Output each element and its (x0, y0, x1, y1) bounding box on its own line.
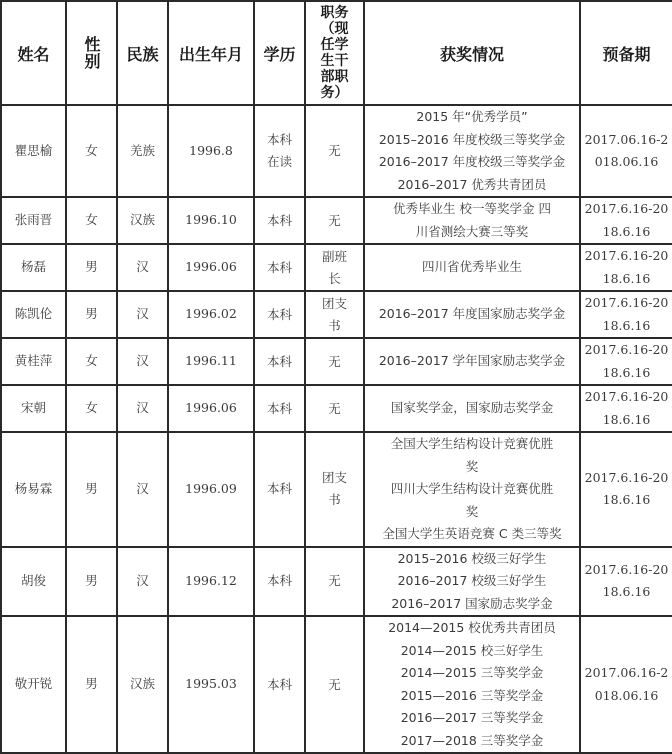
cell-education (254, 432, 305, 547)
table-row (1, 616, 672, 753)
award-line: 奖 (465, 503, 479, 519)
cell-probation-text: 2017.06.16-2018.06.16 (584, 665, 669, 703)
cell-birth: 1996.11 (168, 338, 254, 385)
cell-birth: 1996.02 (168, 291, 254, 338)
cell-education (254, 338, 305, 385)
cell-gender: 男 (66, 432, 117, 547)
cell-awards (364, 244, 580, 291)
cell-name: 杨磊 (1, 244, 66, 291)
cell-position (305, 197, 364, 244)
cell-position (305, 105, 364, 197)
cell-name: 敬开锐 (1, 616, 66, 753)
cell-probation-text: 2017.6.16-2018.6.16 (584, 469, 669, 508)
award-line: 国家奖学金，国家励志奖学金 (390, 400, 554, 416)
award-line: 2016–2017 校级三好学生 (397, 573, 547, 588)
cell-birth: 1996.12 (168, 547, 254, 617)
award-line: 2016–2017 年度校级三等奖学金 (378, 154, 566, 169)
cell-gender: 女 (66, 385, 117, 432)
header-row (1, 1, 672, 105)
cell-position-text: 无 (328, 573, 341, 589)
award-line: 2016—2017 三等奖学金 (400, 710, 544, 725)
table-row (1, 197, 672, 244)
cell-birth: 1996.10 (168, 197, 254, 244)
cell-position-text: 无 (328, 143, 341, 158)
table-row (1, 432, 672, 547)
header-position (305, 1, 364, 105)
award-line: 全国大学生英语竞赛 C 类三等奖 (382, 526, 562, 541)
cell-name: 瞿思榆 (1, 105, 66, 197)
cell-education (254, 616, 305, 753)
cell-ethnicity: 汉 (117, 432, 168, 547)
header-education: 学历 (254, 1, 305, 105)
cell-awards (364, 432, 580, 547)
award-line: 奖 (465, 458, 479, 474)
cell-position-text: 团支书 (321, 470, 347, 508)
cell-probation (580, 547, 672, 617)
cell-awards (364, 385, 580, 432)
award-line: 2016–2017 年度国家励志奖学金 (378, 306, 566, 322)
cell-awards (364, 547, 580, 617)
cell-education-text: 本科 (266, 212, 292, 228)
award-line: 2014—2015 三等奖学金 (400, 665, 544, 680)
cell-probation (580, 432, 672, 547)
header-gender-label: 性别 (84, 35, 101, 71)
header-name: 姓名 (1, 1, 66, 105)
cell-position-text: 无 (328, 400, 341, 416)
cell-education-text: 本科 (266, 481, 292, 497)
cell-position (305, 616, 364, 753)
cell-awards (364, 338, 580, 385)
award-line: 川省测绘大赛三等奖 (415, 223, 529, 239)
cell-education (254, 244, 305, 291)
cell-probation-text: 2017.6.16-2018.6.16 (584, 248, 669, 286)
award-line: 2015 年“优秀学员” (416, 109, 528, 124)
cell-position-text: 团支书 (321, 295, 347, 333)
header-gender (66, 1, 117, 105)
cell-gender: 女 (66, 338, 117, 385)
cell-education-text: 本科 (266, 259, 292, 275)
cell-education (254, 197, 305, 244)
header-probation: 预备期 (580, 1, 672, 105)
cell-awards (364, 197, 580, 244)
cell-name: 张雨晋 (1, 197, 66, 244)
cell-probation (580, 197, 672, 244)
cell-probation (580, 338, 672, 385)
cell-probation-text: 2017.6.16-2018.6.16 (584, 561, 669, 600)
award-line: 2014—2015 校三好学生 (400, 642, 544, 658)
cell-gender: 男 (66, 547, 117, 617)
cell-probation-text: 2017.6.16-2018.6.16 (584, 201, 669, 239)
cell-education (254, 547, 305, 617)
cell-position (305, 432, 364, 547)
cell-education-text: 本科在读 (266, 132, 292, 169)
award-line: 四川省优秀毕业生 (421, 259, 522, 275)
cell-ethnicity: 汉族 (117, 197, 168, 244)
cell-name: 胡俊 (1, 547, 66, 617)
award-line: 2017—2018 三等奖学金 (400, 732, 544, 748)
cell-awards (364, 105, 580, 197)
cell-birth: 1996.8 (168, 105, 254, 197)
award-line: 四川大学生结构设计竞赛优胜 (390, 481, 554, 496)
cell-awards (364, 616, 580, 753)
cell-position (305, 244, 364, 291)
cell-position-text: 无 (328, 212, 341, 228)
cell-position (305, 385, 364, 432)
award-line: 2015–2016 年度校级三等奖学金 (378, 131, 566, 147)
cell-position (305, 547, 364, 617)
cell-probation-text: 2017.6.16-2018.6.16 (584, 295, 669, 333)
header-ethnicity: 民族 (117, 1, 168, 105)
award-line: 2016–2017 优秀共青团员 (397, 176, 547, 192)
award-line: 全国大学生结构设计竞赛优胜 (390, 436, 554, 451)
cell-gender: 女 (66, 197, 117, 244)
cell-name: 黄桂萍 (1, 338, 66, 385)
cell-birth: 1996.09 (168, 432, 254, 547)
cell-position-text: 无 (328, 353, 341, 369)
table-body (1, 105, 672, 753)
cell-birth: 1996.06 (168, 385, 254, 432)
table-row (1, 547, 672, 617)
cell-education (254, 105, 305, 197)
cell-education-text: 本科 (266, 573, 292, 589)
cell-probation (580, 244, 672, 291)
cell-ethnicity: 汉 (117, 291, 168, 338)
table-row (1, 105, 672, 197)
cell-gender: 男 (66, 291, 117, 338)
cell-awards (364, 291, 580, 338)
award-line: 2016–2017 国家励志奖学金 (391, 595, 553, 611)
cell-ethnicity: 汉 (117, 385, 168, 432)
cell-name: 杨易霖 (1, 432, 66, 547)
cell-ethnicity: 汉 (117, 338, 168, 385)
cell-probation-text: 2017.6.16-2018.6.16 (584, 389, 669, 427)
table-row (1, 385, 672, 432)
cell-name: 陈凯伦 (1, 291, 66, 338)
cell-gender: 女 (66, 105, 117, 197)
cell-probation (580, 616, 672, 753)
cell-education-text: 本科 (266, 306, 292, 322)
cell-probation (580, 291, 672, 338)
header-position-label: 职务（现任学生干部职务） (320, 5, 349, 101)
table-row (1, 244, 672, 291)
cell-birth: 1995.03 (168, 616, 254, 753)
header-birth: 出生年月 (168, 1, 254, 105)
cell-probation-text: 2017.6.16-2018.6.16 (584, 342, 669, 380)
award-line: 2015—2016 三等奖学金 (400, 687, 544, 703)
cell-position-text: 副班长 (321, 248, 347, 286)
cell-education-text: 本科 (266, 676, 292, 692)
cell-probation (580, 105, 672, 197)
cell-gender: 男 (66, 616, 117, 753)
cell-ethnicity: 汉族 (117, 616, 168, 753)
award-line: 优秀毕业生 校一等奖学金 四 (393, 201, 551, 216)
cell-birth: 1996.06 (168, 244, 254, 291)
cell-position (305, 338, 364, 385)
cell-gender: 男 (66, 244, 117, 291)
cell-ethnicity: 汉 (117, 547, 168, 617)
cell-position (305, 291, 364, 338)
cell-ethnicity: 羌族 (117, 105, 168, 197)
cell-education (254, 291, 305, 338)
table-row (1, 291, 672, 338)
award-line: 2015–2016 校级三好学生 (397, 550, 547, 566)
cell-probation-text: 2017.06.16-2018.06.16 (584, 131, 669, 169)
header-awards: 获奖情况 (364, 1, 580, 105)
table-row (1, 338, 672, 385)
cell-education (254, 385, 305, 432)
cell-probation (580, 385, 672, 432)
cell-education-text: 本科 (266, 400, 292, 416)
cell-name: 宋朝 (1, 385, 66, 432)
cell-ethnicity: 汉 (117, 244, 168, 291)
cell-position-text: 无 (328, 676, 341, 692)
award-line: 2016–2017 学年国家励志奖学金 (378, 353, 566, 369)
award-line: 2014—2015 校优秀共青团员 (388, 620, 556, 635)
cell-education-text: 本科 (266, 353, 292, 369)
